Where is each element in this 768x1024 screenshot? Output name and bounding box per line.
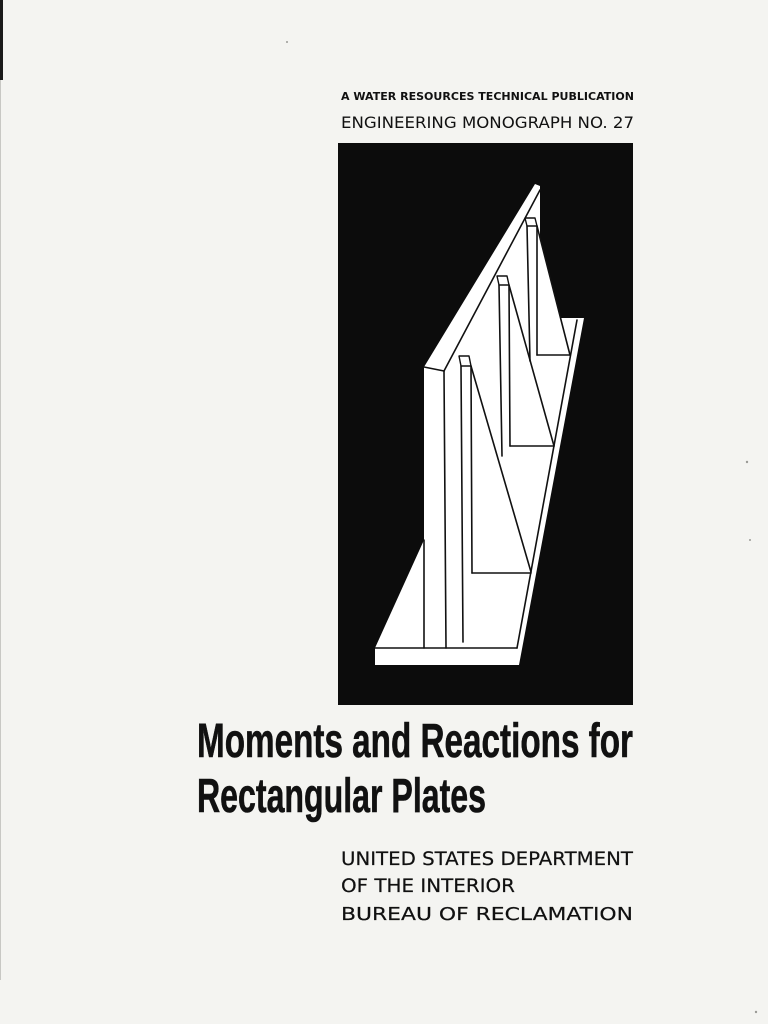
publisher-line-3: BUREAU OF RECLAMATION [341,904,633,925]
scan-speck [749,539,751,541]
publisher-line-1: UNITED STATES DEPARTMENT [341,848,634,870]
publisher-line-2: OF THE INTERIOR [341,875,515,897]
counterfort-2-top [497,276,509,285]
title-line-2: Rectangular Plates [197,770,486,823]
scan-speck [286,41,288,43]
monograph-number: ENGINEERING MONOGRAPH NO. 27 [341,113,634,132]
scan-speck [755,1011,757,1013]
counterfort-1-top [459,356,471,366]
scan-speck [746,461,748,463]
series-line: A WATER RESOURCES TECHNICAL PUBLICATION [341,90,634,103]
counterfort-3-top [525,218,537,226]
scan-edge-mark [0,0,3,80]
scan-edge-line [0,80,1,980]
counterfort-2-inner-edge [509,285,510,446]
retaining-wall-icon [338,143,633,705]
counterfort-1-inner-edge [471,366,472,573]
title-line-1: Moments and Reactions for [197,715,633,768]
